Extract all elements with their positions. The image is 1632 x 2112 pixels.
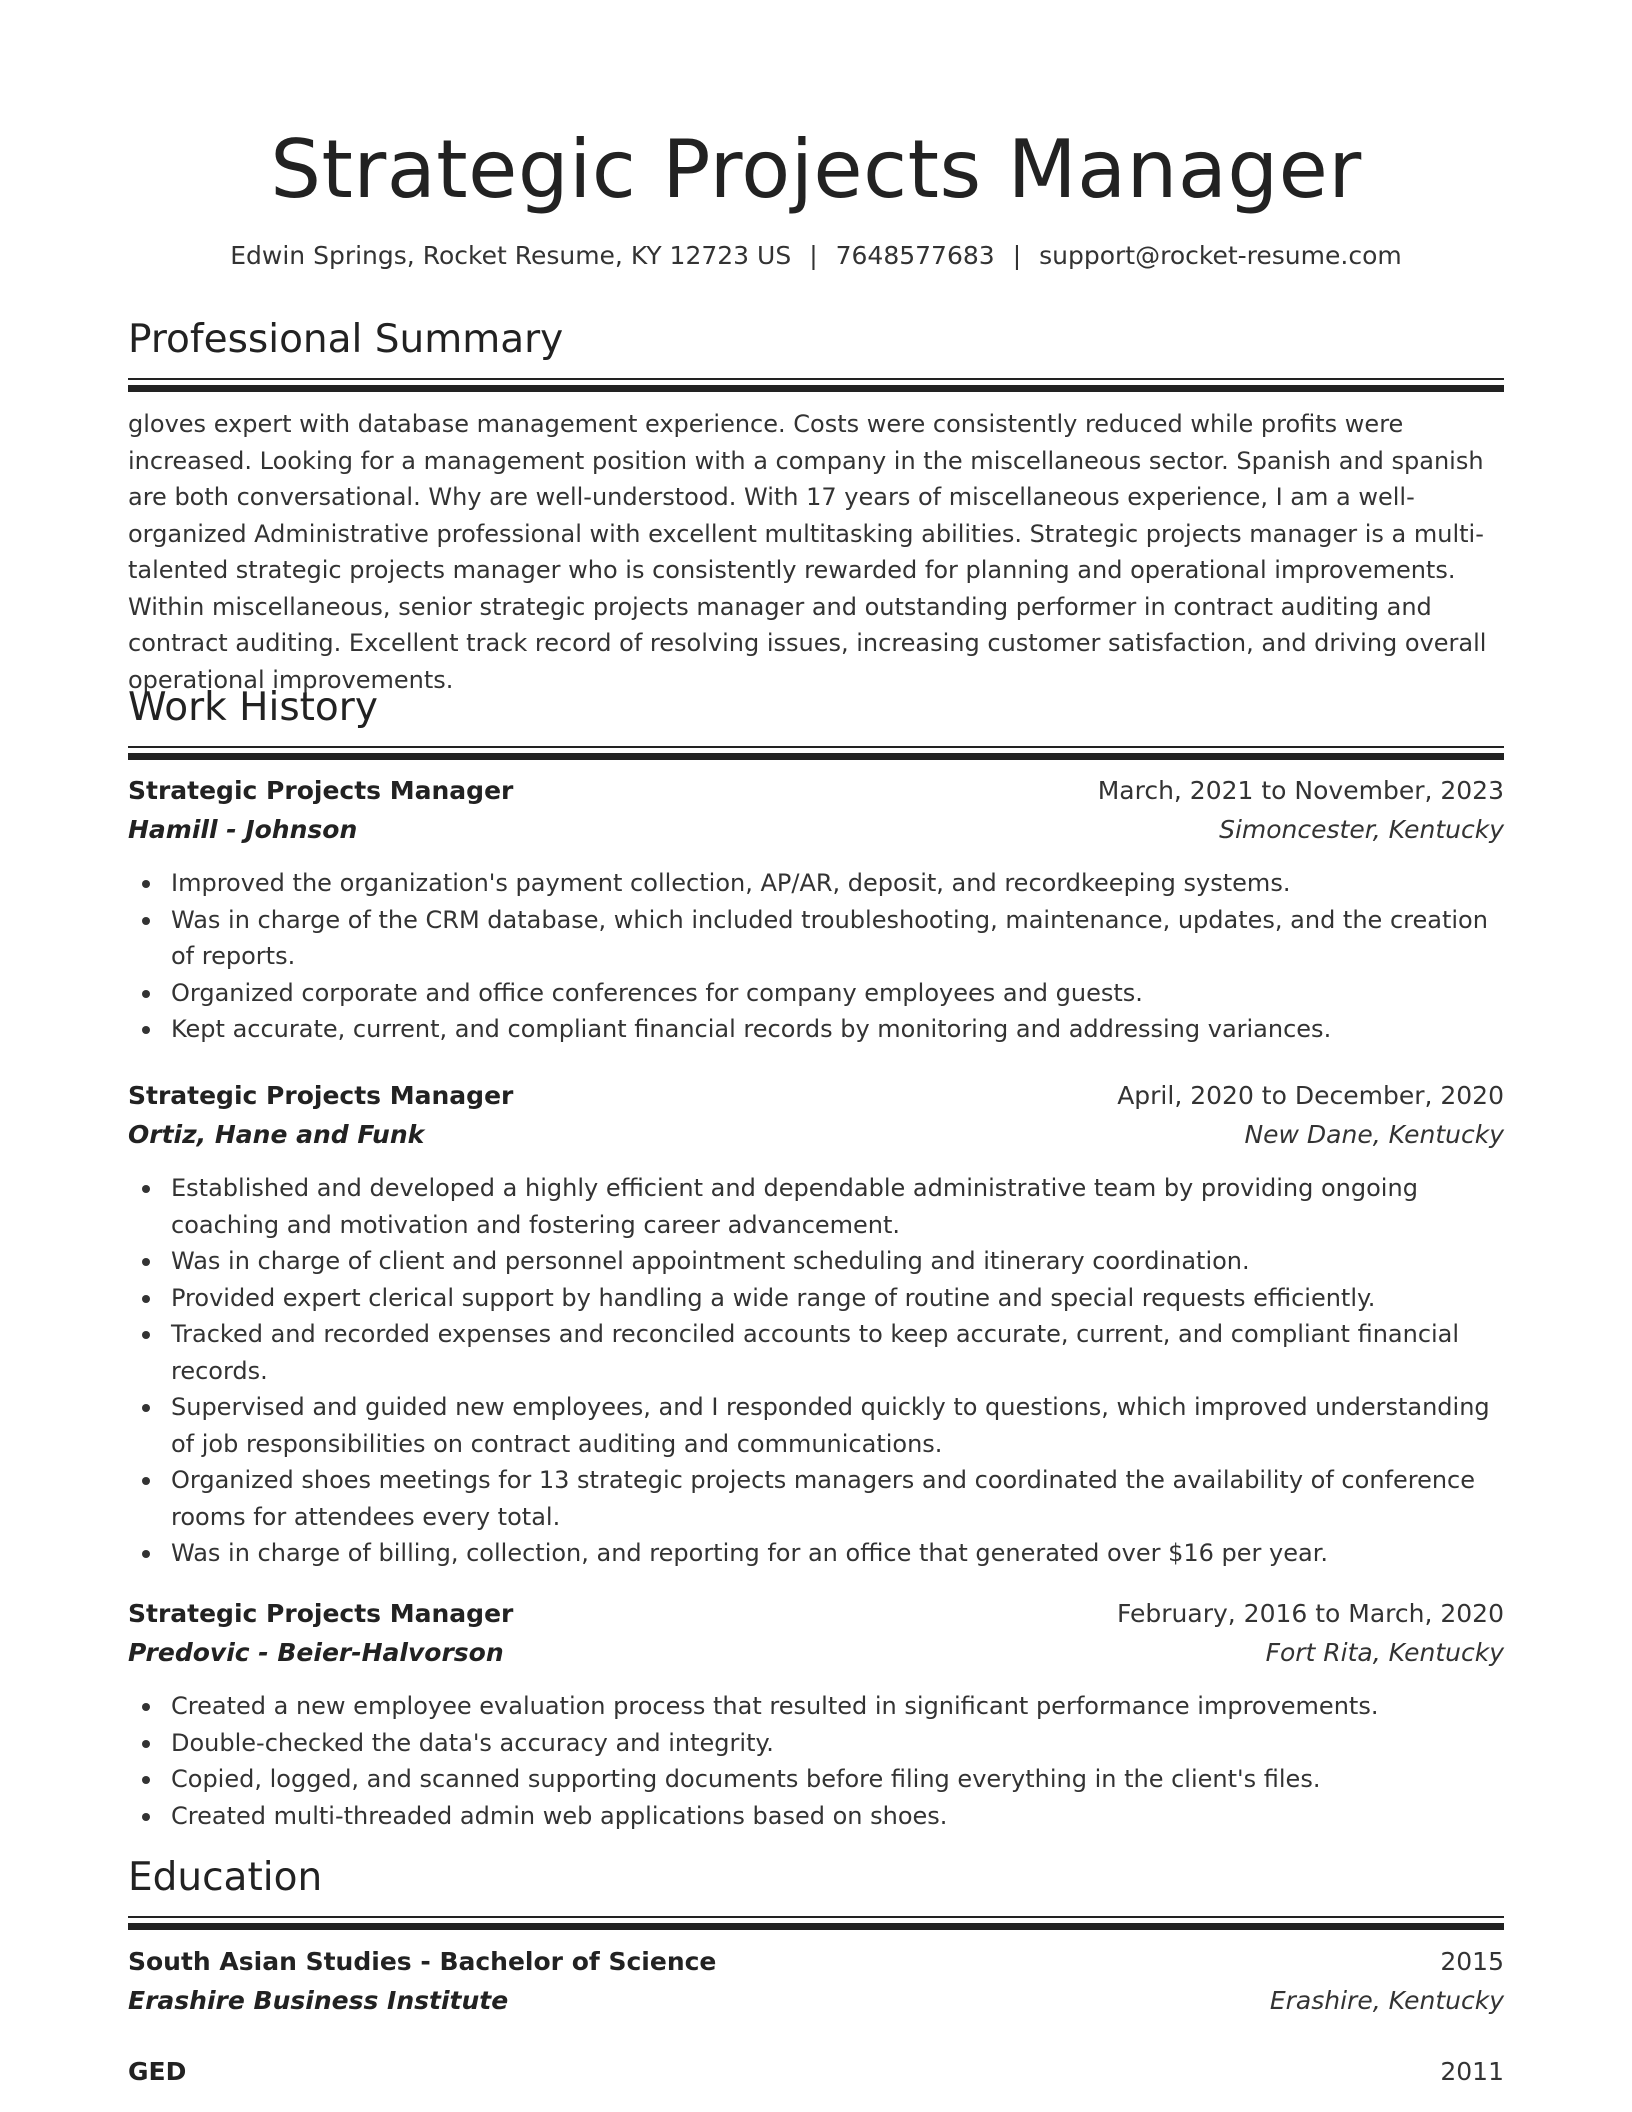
job-header-row: [128, 1596, 1504, 1635]
job-company: Ortiz, Hane and Funk: [128, 1120, 425, 1149]
job-dates: February, 2016 to March, 2020: [1116, 1599, 1504, 1628]
job-location: Fort Rita, Kentucky: [1265, 1638, 1504, 1667]
education-school-row: [128, 1983, 1504, 2022]
education-entry: [128, 1944, 1504, 2022]
job-company-row: [128, 812, 1504, 851]
job-title: Strategic Projects Manager: [128, 776, 514, 805]
education-location: Erashire, Kentucky: [1269, 1986, 1504, 2015]
contact-line: [128, 238, 1504, 274]
job-company-row: [128, 1117, 1504, 1156]
job-location: Simoncester, Kentucky: [1219, 815, 1504, 844]
job-bullet: Provided expert clerical support by handling a wide range of routine and special requests efficiently.: [171, 1280, 1504, 1317]
job-bullet: Improved the organization's payment collection, AP/AR, deposit, and recordkeeping systems.: [171, 865, 1504, 902]
job-title: Strategic Projects Manager: [128, 1599, 514, 1628]
contact-email: support@rocket-resume.com: [1039, 241, 1402, 270]
job-bullet: Was in charge of client and personnel appointment scheduling and itinerary coordination.: [171, 1243, 1504, 1280]
job-bullet: Established and developed a highly efficient and dependable administrative team by providing ongoing coaching and motivation and fostering career advancement.: [171, 1170, 1504, 1243]
contact-separator: |: [1012, 241, 1022, 270]
job-bullet: Copied, logged, and scanned supporting documents before filing everything in the client's files.: [171, 1761, 1504, 1798]
education-year: 2011: [1440, 2057, 1504, 2086]
job-bullet: Created multi-threaded admin web applications based on shoes.: [171, 1798, 1504, 1835]
job-bullet: Kept accurate, current, and compliant financial records by monitoring and addressing variances.: [171, 1011, 1504, 1048]
education-degree: GED: [128, 2057, 187, 2086]
section-divider: [128, 1916, 1504, 1932]
education-year: 2015: [1440, 1947, 1504, 1976]
education-heading: Education: [128, 1855, 323, 1900]
job-bullet-list: [128, 1688, 1504, 1834]
section-divider: [128, 378, 1504, 394]
job-entry: [128, 1078, 1504, 1572]
job-bullet: Was in charge of the CRM database, which included troubleshooting, maintenance, updates, and the creation of reports.: [171, 902, 1504, 975]
job-bullet: Created a new employee evaluation process that resulted in significant performance improvements.: [171, 1688, 1504, 1725]
job-bullet: Organized corporate and office conferences for company employees and guests.: [171, 975, 1504, 1012]
job-entry: [128, 773, 1504, 1048]
job-entry: [128, 1596, 1504, 1834]
job-company: Hamill - Johnson: [128, 815, 358, 844]
education-header-row: [128, 1944, 1504, 1983]
job-bullet: Was in charge of billing, collection, and reporting for an office that generated over $16 per year.: [171, 1535, 1504, 1572]
education-school: Erashire Business Institute: [128, 1986, 509, 2015]
job-dates: March, 2021 to November, 2023: [1097, 776, 1504, 805]
job-dates: April, 2020 to December, 2020: [1117, 1081, 1504, 1110]
job-header-row: [128, 773, 1504, 812]
job-company-row: [128, 1635, 1504, 1674]
job-bullet-list: [128, 865, 1504, 1048]
education-section: [128, 1854, 1504, 1932]
work-history-heading: Work History: [128, 685, 378, 730]
job-location: New Dane, Kentucky: [1244, 1120, 1504, 1149]
resume-title: Strategic Projects Manager: [270, 123, 1362, 216]
education-header-row: [128, 2054, 1504, 2093]
section-divider: [128, 746, 1504, 762]
job-bullet-list: [128, 1170, 1504, 1572]
job-title: Strategic Projects Manager: [128, 1081, 514, 1110]
work-history-section: [128, 684, 1504, 762]
job-bullet: Supervised and guided new employees, and I responded quickly to questions, which improved understanding of job responsibilities on contract auditing and communications.: [171, 1389, 1504, 1462]
job-bullet: Organized shoes meetings for 13 strategic projects managers and coordinated the availability of conference rooms for attendees every total.: [171, 1462, 1504, 1535]
contact-separator: |: [809, 241, 818, 270]
job-header-row: [128, 1078, 1504, 1117]
job-bullet: Double-checked the data's accuracy and integrity.: [171, 1725, 1504, 1762]
summary-section: [128, 316, 1504, 698]
education-entry: [128, 2054, 1504, 2093]
education-degree: South Asian Studies - Bachelor of Science: [128, 1947, 717, 1976]
contact-address: Edwin Springs, Rocket Resume, KY 12723 US: [230, 241, 792, 270]
job-bullet: Tracked and recorded expenses and reconciled accounts to keep accurate, current, and compliant financial records.: [171, 1316, 1504, 1389]
contact-phone: 7648577683: [835, 241, 995, 270]
job-company: Predovic - Beier-Halvorson: [128, 1638, 504, 1667]
summary-heading: Professional Summary: [128, 317, 564, 362]
summary-text: gloves expert with database management experience. Costs were consistently reduced while profits were increased. Looking for a management position with a company in the miscellaneous sector. Spanish and spanish are both conversational. Why are well-understood. With 17 years of miscellaneous experience, I am a well-organized Administrative professional with excellent multitasking abilities. Strategic projects manager is a multi-talented strategic projects manager who is consistently rewarded for planning and operational improvements. Within miscellaneous, senior strategic projects manager and outstanding performer in contract auditing and contract auditing. Excellent track record of resolving issues, increasing customer satisfaction, and driving overall operational improvements.: [128, 410, 1487, 694]
